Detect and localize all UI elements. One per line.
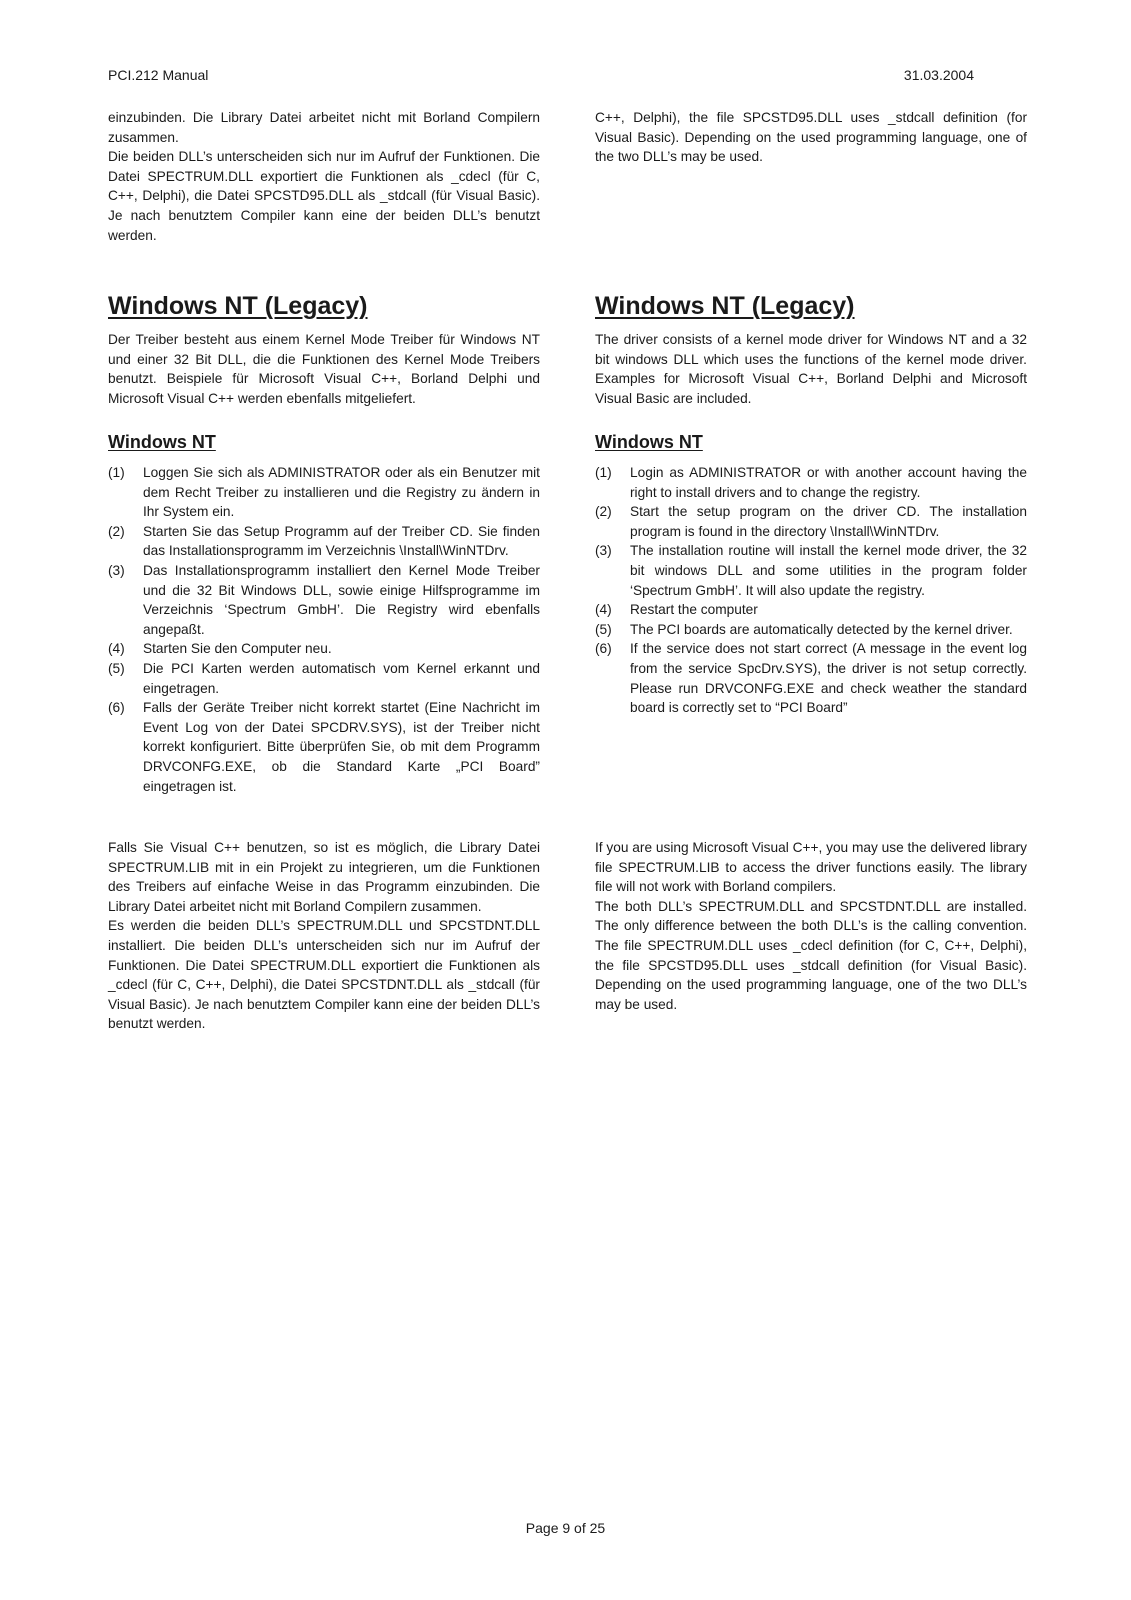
intro-de (108, 330, 540, 408)
list-item (108, 463, 540, 522)
top-continuation-en (595, 108, 1027, 167)
step-text: Starten Sie den Computer neu. (143, 641, 332, 657)
step-number: (5) (108, 660, 125, 676)
steps-de (108, 463, 540, 796)
list-item (595, 600, 1027, 620)
list-item (108, 522, 540, 561)
list-item (108, 659, 540, 698)
closing-de (108, 838, 540, 1034)
paragraph: einzubinden. Die Library Datei arbeitet nicht mit Borland Compilern zusammen. (108, 110, 540, 145)
step-number: (1) (595, 465, 612, 480)
list-item (595, 639, 1027, 717)
subheading-en: Windows NT (595, 432, 703, 452)
step-number: (5) (595, 621, 612, 637)
step-text: If the service does not start correct (A message in the event log from the service SpcDrv.SYS), the driver is not setup correctly. Please run DRVCONFG.EXE and check weather the standard board is correctly set to “PCI Board” (630, 641, 1027, 716)
section-heading-de: Windows NT (Legacy) (108, 292, 368, 320)
step-text: Login as ADMINISTRATOR or with another account having the right to install drivers and to change the registry. (630, 465, 1027, 500)
subheading-de: Windows NT (108, 432, 216, 452)
step-number: (3) (108, 562, 125, 578)
list-item (595, 502, 1027, 541)
page-header (108, 67, 974, 85)
list-item (108, 561, 540, 639)
paragraph: C++, Delphi), the file SPCSTD95.DLL uses _stdcall definition (for Visual Basic). Depending on the used programming language, one of the two DLL’s may be used. (595, 110, 1027, 165)
step-text: Starten Sie das Setup Programm auf der Treiber CD. Sie finden das Installationsprogramm im Verzeichnis \Install\WinNTDrv. (143, 523, 540, 559)
closing-en (595, 838, 1027, 1014)
step-text: Loggen Sie sich als ADMINISTRATOR oder als ein Benutzer mit dem Recht Treiber zu installieren und die Registry zu ändern in Ihr System ein. (143, 465, 540, 520)
top-continuation-de (108, 108, 540, 245)
paragraph: Die beiden DLL’s unterscheiden sich nur im Aufruf der Funktionen. Die Datei SPECTRUM.DLL exportiert die Funktionen als _cdecl (für C, C++, Delphi), die Datei SPCSTD95.DLL als _stdcall (für Visual Basic). Je nach benutztem Compiler kann eine der beiden DLL’s benutzt werden. (108, 149, 540, 243)
step-number: (6) (595, 641, 612, 657)
paragraph: The driver consists of a kernel mode driver for Windows NT and a 32 bit windows DLL which uses the functions of the kernel mode driver. Examples for Microsoft Visual C++, Borland Delphi and Microsoft Visual Basic are included. (595, 332, 1027, 406)
list-item (108, 698, 540, 796)
step-text: Das Installationsprogramm installiert den Kernel Mode Treiber und die 32 Bit Windows DLL, sowie einige Hilfsprogramme im Verzeichnis ‘Spectrum GmbH’. Die Registry wird ebenfalls angepaßt. (143, 562, 540, 637)
step-number: (2) (595, 504, 612, 520)
list-item (595, 620, 1027, 640)
page-number: Page 9 of 25 (525, 1520, 606, 1536)
step-text: The PCI boards are automatically detected by the kernel driver. (630, 621, 1013, 637)
steps-en (595, 463, 1027, 718)
list-item (595, 463, 1027, 502)
step-number: (4) (108, 641, 125, 657)
intro-en (595, 330, 1027, 408)
step-number: (6) (108, 700, 125, 716)
paragraph: The both DLL’s SPECTRUM.DLL and SPCSTDNT.DLL are installed. The only difference between the both DLL’s is the calling convention. The file SPECTRUM.DLL uses _cdecl definition (for C, C++, Delphi), the file SPCSTD95.DLL uses _stdcall definition (for Visual Basic). Depending on the used programming language, one of the two DLL’s may be used. (595, 898, 1027, 1012)
step-number: (1) (108, 465, 125, 480)
list-item (595, 541, 1027, 600)
document-date: 31.03.2004 (903, 67, 974, 83)
paragraph: Falls Sie Visual C++ benutzen, so ist es möglich, die Library Datei SPECTRUM.LIB mit in ein Projekt zu integrieren, um die Funktionen des Treibers auf einfache Weise in das Programm einzubinden. Die Library Datei arbeitet nicht mit Borland Compilern zusammen. (108, 840, 540, 914)
step-text: Restart the computer (630, 602, 758, 618)
step-text: The installation routine will install the kernel mode driver, the 32 bit windows DLL and some utilities in the program folder ‘Spectrum GmbH’. It will also update the registry. (630, 543, 1027, 598)
step-number: (3) (595, 543, 612, 559)
paragraph: If you are using Microsoft Visual C++, you may use the delivered library file SPECTRUM.LIB to access the driver functions easily. The library file will not work with Borland compilers. (595, 840, 1027, 895)
step-number: (4) (595, 602, 612, 618)
paragraph: Es werden die beiden DLL’s SPECTRUM.DLL und SPCSTDNT.DLL installiert. Die beiden DLL’s unterscheiden sich nur im Aufruf der Funktionen. Die Datei SPECTRUM.DLL exportiert die Funktionen als _cdecl (für C, C++, Delphi), die Datei SPCSTDNT.DLL als _stdcall (für Visual Basic). Je nach benutztem Compiler kann eine der beiden DLL’s benutzt werden. (108, 918, 540, 1032)
section-heading-en: Windows NT (Legacy) (595, 292, 855, 320)
list-item (108, 639, 540, 659)
paragraph: Der Treiber besteht aus einem Kernel Mode Treiber für Windows NT und einer 32 Bit DLL, die die Funktionen des Kernel Mode Treibers benutzt. Beispiele für Microsoft Visual C++, Borland Delphi und Microsoft Visual C++ werden ebenfalls mitgeliefert. (108, 332, 540, 406)
step-number: (2) (108, 523, 125, 539)
step-text: Falls der Geräte Treiber nicht korrekt startet (Eine Nachricht im Event Log von der Datei SPCDRV.SYS), ist der Treiber nicht korrekt konfiguriert. Bitte überprüfen Sie, ob mit dem Programm DRVCONFG.EXE, ob die Standard Karte „PCI Board” eingetragen ist. (143, 700, 540, 794)
document-title: PCI.212 Manual (108, 67, 209, 83)
step-text: Die PCI Karten werden automatisch vom Kernel erkannt und eingetragen. (143, 660, 540, 696)
step-text: Start the setup program on the driver CD. The installation program is found in the directory \Install\WinNTDrv. (630, 504, 1027, 539)
